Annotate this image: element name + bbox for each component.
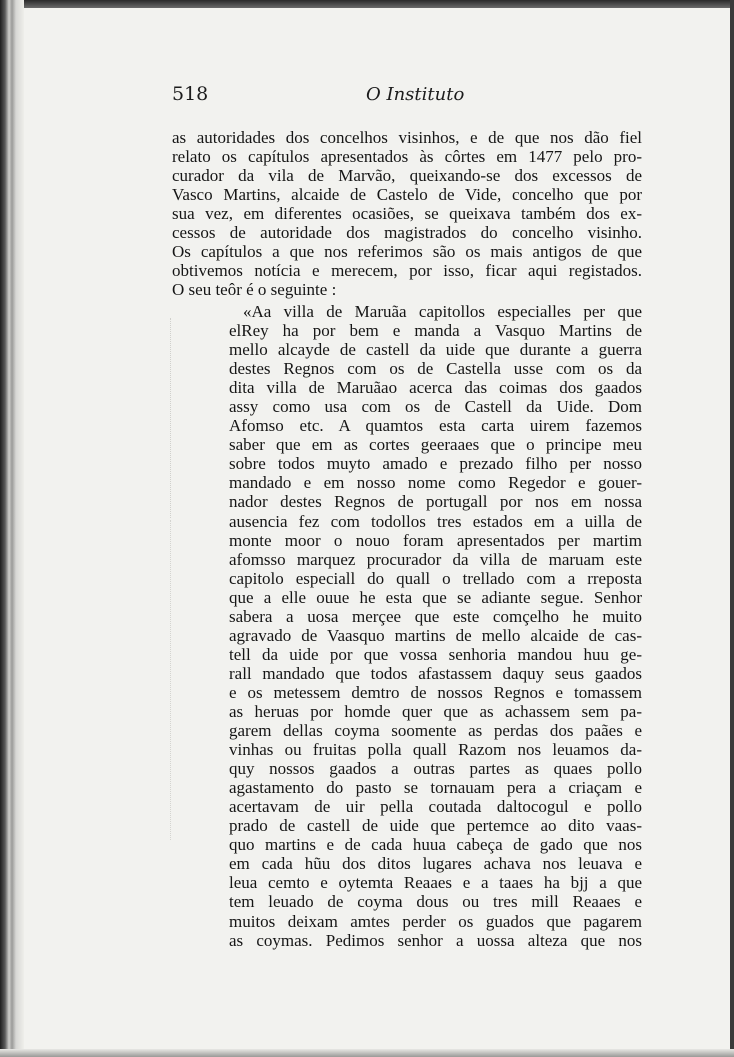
page-top-shadow [0, 0, 734, 8]
running-title: O Instituto [366, 84, 465, 105]
quote-line: e os metessem demtro de nossos Regnos e tomassem [229, 682, 642, 702]
quote-line: sabera a uosa merçee que este comçelho he muito [229, 606, 642, 626]
body-line: sua vez, em diferentes ocasiões, se queixava também dos ex- [172, 204, 642, 223]
quote-line: garem dellas coyma soomente as perdas dos paães e [229, 721, 642, 741]
body-line: O seu teôr é o seguinte : [172, 280, 337, 299]
quote-line: tem leuado de coyma dous ou tres mill Reaaes e [229, 892, 642, 912]
quote-line: dita villa de Maruãao acerca das coimas dos gaados [229, 378, 642, 398]
quote-line: mello alcayde de castell da uide que durante a guerra [229, 340, 642, 360]
quote-line: afomsso marquez procurador da villa de maruam este [229, 549, 642, 569]
quote-line: «Aa villa de Maruãa capitollos especialles per que [243, 302, 642, 321]
body-line: as autoridades dos concelhos visinhos, e de que nos dão fiel [172, 128, 642, 147]
body-line: relato os capítulos apresentados às côrtes em 1477 pelo pro- [172, 147, 642, 166]
quote-line: em cada hũu dos ditos lugares achava nos leuava e [229, 854, 642, 874]
quote-line: tell da uide por que vossa senhoria mandou huu ge- [229, 644, 642, 664]
quote-line: mandado e em nosso nome como Regedor e gouer- [229, 473, 642, 493]
body-line: Vasco Martins, alcaide de Castelo de Vide, concelho que por [172, 185, 642, 204]
quote-line: ausencia fez com todollos tres estados em a uilla de [229, 511, 642, 531]
quote-line: leua cemto e oytemta Reaaes e a taaes ha bjj a que [229, 873, 642, 893]
quote-line: monte moor o nouo foram apresentados per martim [229, 530, 642, 550]
quote-line: as heruas por homde quer que as achassem sem pa- [229, 701, 642, 721]
body-line: Os capítulos a que nos referimos são os mais antigos de que [172, 242, 642, 261]
quote-line: acertavam de uir pella coutada daltocogul e pollo [229, 797, 642, 817]
page-number: 518 [172, 83, 209, 105]
book-gutter [0, 0, 24, 1057]
quote-line: saber que em as cortes geeraaes que o principe meu [229, 435, 642, 455]
quoted-document [229, 302, 642, 950]
quote-line: as coymas. Pedimos senhor a uossa alteza que nos [229, 930, 642, 950]
page-right-shadow [730, 0, 734, 1057]
body-line: cessos de autoridade dos magistrados do concelho visinho. [172, 223, 642, 242]
quote-line: destes Regnos com os de Castella usse com os da [229, 359, 642, 379]
quote-line: sobre todos muyto amado e prezado filho per nosso [229, 454, 642, 474]
quote-line: prado de castell de uide que pertemce ao dito vaas- [229, 816, 642, 836]
quote-line: elRey ha por bem e manda a Vasquo Martins de [229, 321, 642, 341]
quote-line: rall mandado que todos afastassem daquy seus gaados [229, 663, 642, 683]
quote-line: muitos deixam amtes perder os guados que pagarem [229, 911, 642, 931]
body-line: obtivemos notícia e merecem, por isso, ficar aqui registados. [172, 261, 642, 280]
quote-line: assy como usa com os de Castell da Uide. Dom [229, 397, 642, 417]
quote-line: capitolo especiall do quall o trellado com a rreposta [229, 568, 642, 588]
quote-line: quo martins e de cada huua cabeça de gado que nos [229, 835, 642, 855]
page-bottom-shadow [0, 1049, 734, 1057]
quote-line: Afomso etc. A quamtos esta carta uirem fazemos [229, 416, 642, 436]
quote-line: agravado de Vaasquo martins de mello alcaide de cas- [229, 625, 642, 645]
quote-line: nador destes Regnos de portugall por nos em nossa [229, 492, 642, 512]
quote-line: agastamento do pasto se tornauam pera a criaçam e [229, 778, 642, 798]
quote-line: vinhas ou fruitas polla quall Razom nos leuamos da- [229, 740, 642, 760]
quote-line: quy nossos gaados a outras partes as quaes pollo [229, 759, 642, 779]
quote-line: que a elle ouue he esta que se adiante segue. Senhor [229, 587, 642, 607]
body-line: curador da vila de Marvão, queixando-se dos excessos de [172, 166, 642, 185]
body-paragraph [172, 128, 642, 299]
